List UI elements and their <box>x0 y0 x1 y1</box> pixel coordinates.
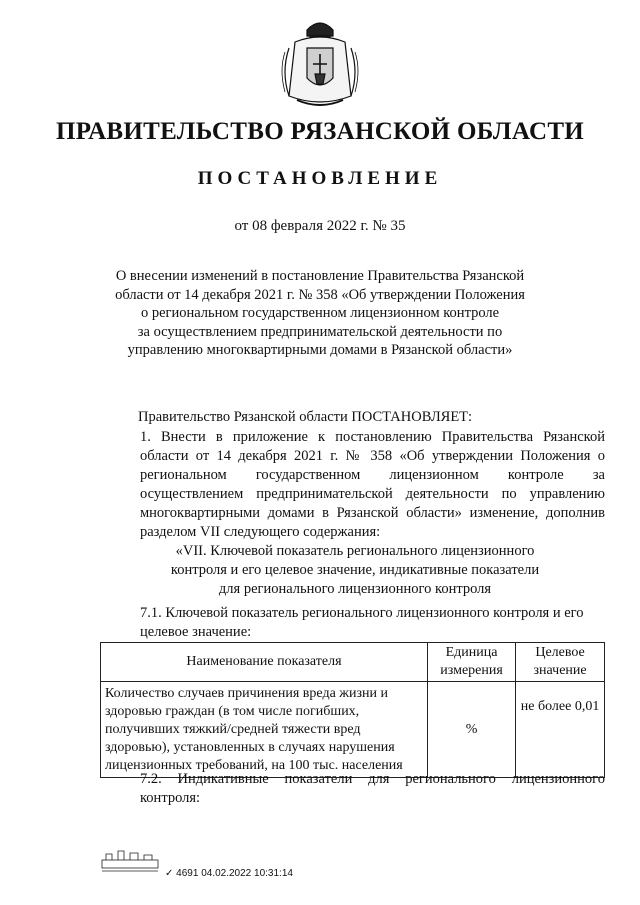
organization-title: ПРАВИТЕЛЬСТВО РЯЗАНСКОЙ ОБЛАСТИ <box>55 118 585 145</box>
clause-1-paragraph <box>100 428 605 542</box>
document-type: ПОСТАНОВЛЕНИЕ <box>197 168 443 189</box>
table-header-cell: Единица измерения <box>427 643 515 682</box>
indicator-table <box>100 642 605 778</box>
indicator-name-cell: Количество случаев причинения вреда жизни и здоровью граждан (в том числе погибших, получивших тяжкий/средней тяжести вред здоровью), установленных в случаях нарушения лицензионных требований, на 100 тыс. населения <box>101 682 428 778</box>
subject-line: управлению многоквартирными домами в Рязанской области» <box>127 342 513 359</box>
table-header-cell: Наименование показателя <box>101 643 428 682</box>
coat-of-arms-emblem <box>277 12 363 112</box>
registration-stamp <box>165 868 293 879</box>
table-row <box>101 682 605 778</box>
clause-1-text: 1. Внести в приложение к постановлению Правительства Рязанской области от 14 декабря 2021 г. № 358 «Об утверждении Положения о региональном государственном лицензионном контроле за осуществлением предпринимательской деятельности по управлению многоквартирными домами в Рязанской области» изменение, дополнив разделом VII следующего содержания: <box>140 429 605 540</box>
printing-house-stamp-icon <box>100 848 160 874</box>
subject-line: О внесении изменений в постановление Правительства Рязанской <box>115 268 525 284</box>
clause-7-1-paragraph <box>100 604 605 642</box>
registration-text: 4691 04.02.2022 10:31:14 <box>176 868 293 879</box>
clause-7-1-text: 7.1. Ключевой показатель регионального лицензионного контроля и его целевое значение: <box>140 605 584 640</box>
clause-7-2-paragraph <box>100 770 605 808</box>
section-title-line: для регионального лицензионного контроля <box>218 581 492 597</box>
subject-line: области от 14 декабря 2021 г. № 358 «Об утверждении Положения <box>115 286 525 303</box>
document-subject <box>96 267 544 360</box>
subject-line: за осуществлением предпринимательской деятельности по <box>137 323 503 340</box>
indicator-unit-cell: % <box>427 682 515 778</box>
signature-mark-icon: ✓ <box>165 868 174 879</box>
date-number: от 08 февраля 2022 г. № 35 <box>234 218 406 234</box>
indicator-target-cell: не более 0,01 <box>516 682 605 778</box>
section-title-line: контроля и его целевое значение, индикативные показатели <box>170 562 540 578</box>
intro-paragraph <box>100 408 605 427</box>
subject-line: о региональном государственном лицензионном контроле <box>140 305 500 322</box>
clause-7-2-text: 7.2. Индикативные показатели для регионального лицензионного контроля: <box>140 771 605 806</box>
table-header-cell: Целевое значение <box>516 643 605 682</box>
section-title-line: «VII. Ключевой показатель регионального лицензионного <box>175 543 535 559</box>
section-vii-title <box>140 542 570 599</box>
table-header-row <box>101 643 605 682</box>
intro-text: Правительство Рязанской области ПОСТАНОВЛЯЕТ: <box>138 409 473 425</box>
